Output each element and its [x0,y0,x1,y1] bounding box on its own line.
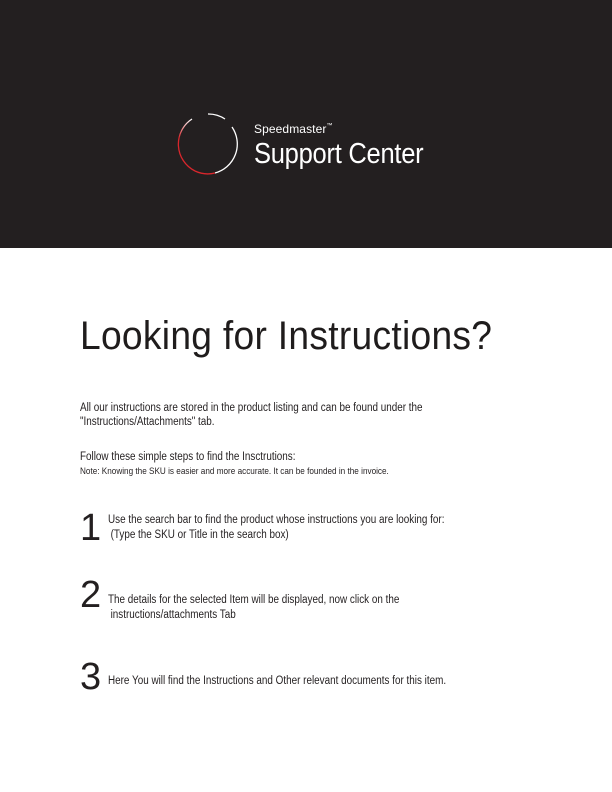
ring-logo-icon [175,111,241,177]
step-line-1: The details for the selected Item will be displayed, now click on the [108,594,400,606]
intro-paragraph [80,402,423,429]
page-title: Looking for Instructions? [80,314,493,358]
follow-text: Follow these simple steps to find the Insctrutions: [80,451,296,463]
trademark-symbol: ™ [326,123,333,129]
step-number: 1 [80,507,102,549]
step-line-1: Here You will find the Instructions and Other relevant documents for this item. [108,675,447,687]
intro-line-1: All our instructions are stored in the product listing and can be found under the [80,402,423,414]
step-text [108,513,444,543]
header-banner [0,0,612,248]
brand-name: Speedmaster™ [254,122,333,136]
step-text [108,674,446,689]
brand-block [254,119,446,171]
step-line-2: (Type the SKU or Title in the search box) [110,529,289,541]
step-line-2: instructions/attachments Tab [110,609,236,621]
step-line-1: Use the search bar to find the product whose instructions you are looking for: [108,514,445,526]
step-text [108,593,399,623]
brand-title: Support Center [254,138,424,170]
step-number: 3 [80,656,102,698]
note-text: Note: Knowing the SKU is easier and more accurate. It can be founded in the invoice. [80,466,389,477]
step-number: 2 [80,574,102,616]
intro-line-2: "Instructions/Attachments" tab. [80,415,215,428]
